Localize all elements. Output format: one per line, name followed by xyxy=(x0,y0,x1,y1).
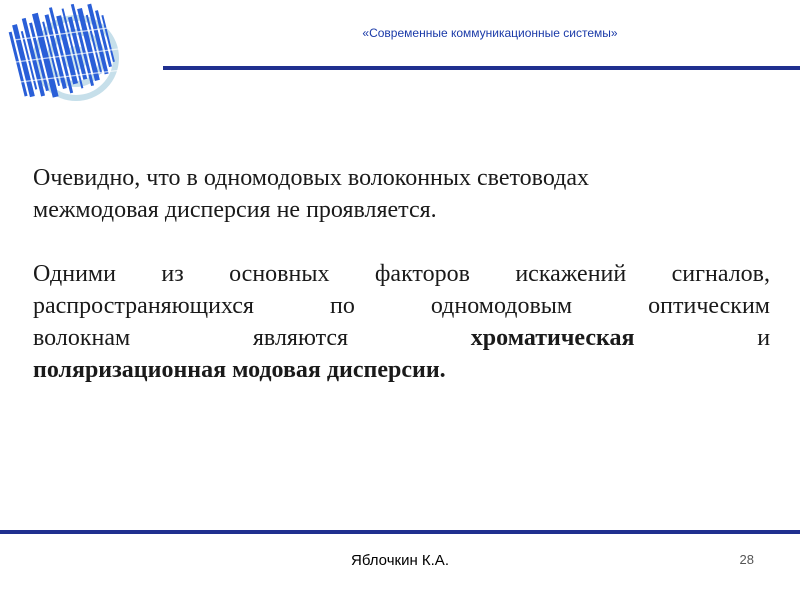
term-chromatic: хроматическая xyxy=(470,325,635,351)
term-polarization-mode-dispersion: поляризационная модовая дисперсии. xyxy=(33,357,446,383)
paragraph-2-line-4 xyxy=(33,354,770,386)
paragraph-1-line-1: Очевидно, что в одномодовых волоконных световодах xyxy=(33,165,590,191)
paragraph-1-line-2: межмодовая дисперсия не проявляется. xyxy=(33,197,437,223)
header-title: «Современные коммуникационные системы» xyxy=(362,26,618,40)
paragraph-2-line-3 xyxy=(33,322,770,354)
slide-body xyxy=(33,162,770,386)
header-divider xyxy=(163,66,800,70)
page-number: 28 xyxy=(739,552,754,567)
footer-author: Яблочкин К.А. xyxy=(351,552,449,569)
paragraph-2-line-1: Одними из основных факторов искажений сигналов, xyxy=(33,261,770,287)
paragraph-2-line-3-text: волокнам являются xyxy=(33,325,349,351)
conjunction: и xyxy=(757,325,771,351)
paragraph-2-line-2: распространяющихся по одномодовым оптическим xyxy=(33,293,770,319)
paragraph-1 xyxy=(33,162,770,226)
paragraph-2 xyxy=(33,258,770,386)
footer-divider xyxy=(0,530,800,534)
fiber-optic-logo-icon xyxy=(6,0,136,110)
